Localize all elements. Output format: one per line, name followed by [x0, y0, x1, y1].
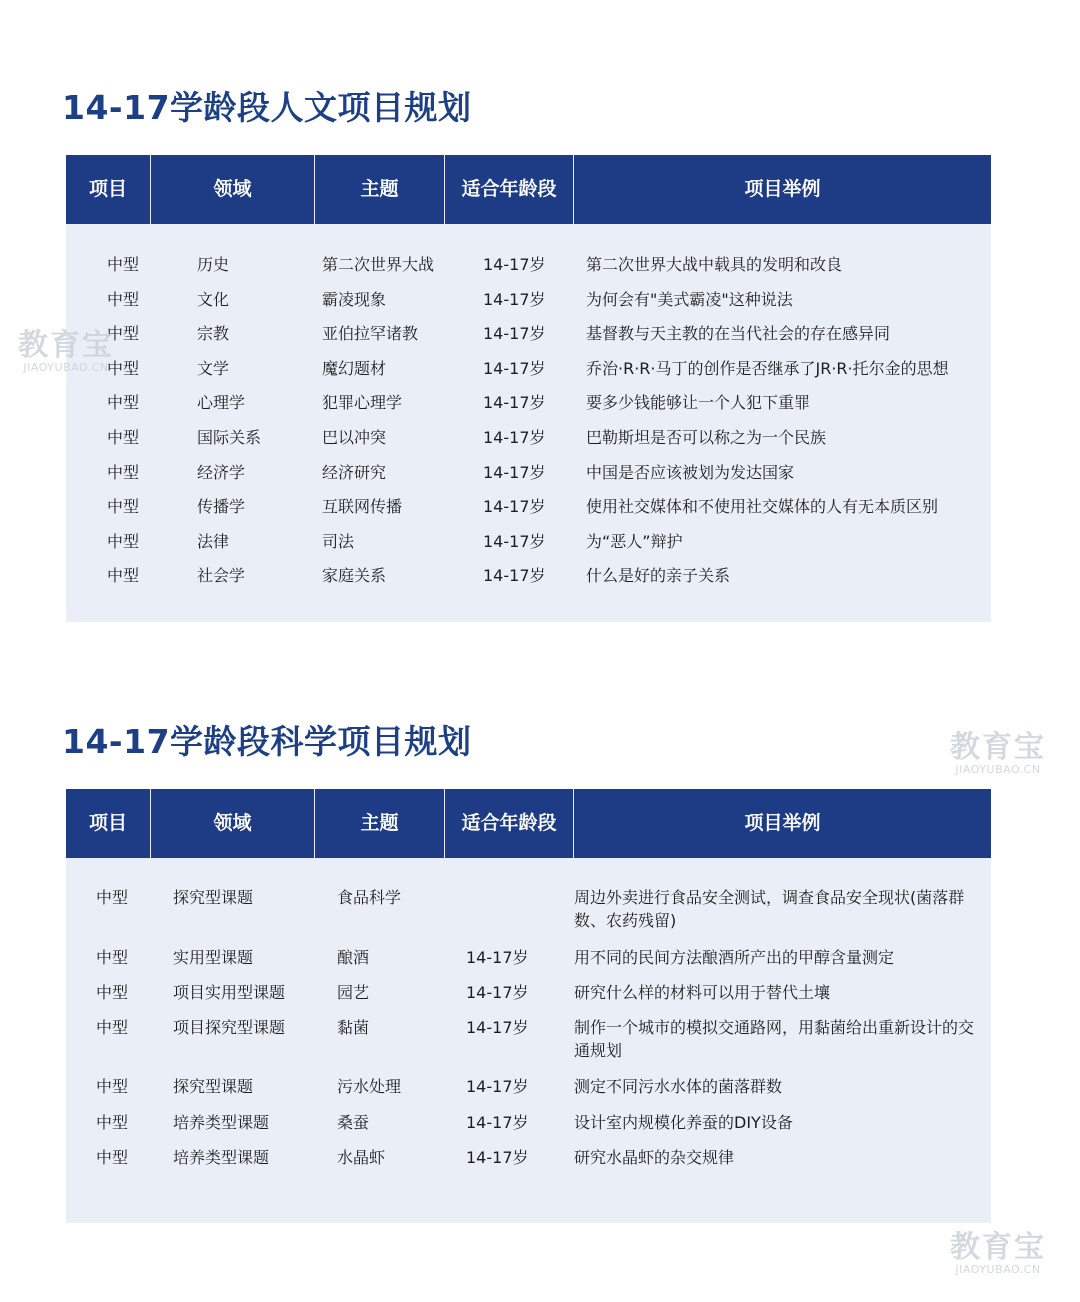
cell-field: 培养类型课题 — [173, 1113, 270, 1132]
cell-project: 中型 — [107, 566, 140, 586]
cell-age: 14-17岁 — [466, 1113, 529, 1132]
cell-project: 中型 — [96, 948, 129, 967]
cell-field: 社会学 — [197, 566, 246, 586]
cell-topic: 家庭关系 — [322, 566, 387, 586]
watermark-name: 教育宝 — [950, 730, 1046, 765]
cell-example: 基督教与天主教的在当代社会的存在感异同 — [586, 324, 891, 344]
cell-project: 中型 — [96, 888, 129, 907]
cell-topic: 水晶虾 — [337, 1148, 386, 1167]
cell-field: 宗教 — [197, 324, 230, 344]
cell-example: 制作一个城市的模拟交通路网，用黏菌给出重新设计的交通规划 — [574, 1018, 975, 1060]
cell-example: 什么是好的亲子关系 — [586, 566, 731, 586]
humanities-table — [66, 155, 991, 622]
cell-topic: 污水处理 — [337, 1077, 402, 1096]
cell-example: 用不同的民间方法酿酒所产出的甲醇含量测定 — [574, 948, 895, 967]
cell-age: 14-17岁 — [466, 1148, 529, 1167]
cell-age: 14-17岁 — [466, 1077, 529, 1096]
cell-example: 巴勒斯坦是否可以称之为一个民族 — [586, 428, 827, 447]
cell-age: 14-17岁 — [483, 531, 546, 551]
cell-project: 中型 — [96, 1113, 129, 1132]
cell-example: 设计室内规模化养蚕的DIY设备 — [574, 1113, 793, 1132]
cell-topic: 经济研究 — [322, 462, 387, 482]
cell-topic: 酿酒 — [337, 948, 370, 967]
cell-example: 测定不同污水水体的菌落群数 — [574, 1077, 783, 1096]
watermark — [950, 732, 1046, 776]
cell-topic: 食品科学 — [337, 888, 402, 907]
watermark-name: 教育宝 — [18, 328, 114, 363]
cell-age: 14-17岁 — [466, 948, 529, 967]
cell-project: 中型 — [96, 1077, 129, 1096]
header-example: 项目举例 — [744, 812, 821, 834]
cell-topic: 园艺 — [337, 983, 370, 1002]
cell-field: 探究型课题 — [173, 888, 254, 907]
header-age: 适合年龄段 — [461, 178, 557, 200]
cell-field: 项目探究型课题 — [173, 1018, 286, 1037]
section-title-science: 14-17学龄段科学项目规划 — [62, 722, 472, 761]
cell-field: 文化 — [197, 289, 230, 309]
cell-project: 中型 — [96, 1148, 129, 1167]
header-example: 项目举例 — [744, 178, 821, 200]
watermark-site: JIAOYUBAO.CN — [23, 361, 109, 374]
cell-topic: 互联网传播 — [322, 497, 403, 517]
cell-age: 14-17岁 — [483, 428, 546, 447]
cell-project: 中型 — [107, 393, 140, 413]
cell-field: 国际关系 — [197, 428, 262, 447]
cell-topic: 黏菌 — [337, 1018, 370, 1037]
cell-example: 第二次世界大战中载具的发明和改良 — [586, 255, 843, 274]
cell-field: 传播学 — [197, 497, 246, 517]
table-header — [66, 789, 991, 858]
header-project: 项目 — [88, 178, 127, 200]
table-header — [66, 155, 991, 224]
header-project: 项目 — [88, 812, 127, 834]
cell-project: 中型 — [107, 358, 140, 378]
section-title-humanities: 14-17学龄段人文项目规划 — [62, 88, 472, 127]
cell-field: 文学 — [197, 358, 230, 378]
watermark-name: 教育宝 — [950, 1230, 1046, 1265]
cell-example: 为“恶人”辩护 — [586, 531, 683, 551]
cell-topic: 第二次世界大战 — [322, 255, 435, 274]
cell-project: 中型 — [107, 289, 140, 309]
cell-age: 14-17岁 — [466, 983, 529, 1002]
cell-example: 为何会有"美式霸凌"这种说法 — [586, 289, 793, 309]
cell-topic: 司法 — [322, 531, 355, 551]
cell-age: 14-17岁 — [483, 497, 546, 517]
watermark-site: JIAOYUBAO.CN — [955, 1263, 1041, 1276]
cell-project: 中型 — [96, 983, 129, 1002]
cell-project: 中型 — [107, 428, 140, 447]
cell-age: 14-17岁 — [483, 324, 546, 344]
cell-topic: 亚伯拉罕诸教 — [322, 324, 419, 344]
cell-topic: 霸凌现象 — [322, 289, 387, 309]
header-age: 适合年龄段 — [461, 812, 557, 834]
cell-age: 14-17岁 — [466, 1018, 529, 1037]
watermark-site: JIAOYUBAO.CN — [955, 763, 1041, 776]
header-field: 领域 — [213, 812, 252, 834]
cell-example: 要多少钱能够让一个人犯下重罪 — [586, 393, 811, 413]
cell-field: 项目实用型课题 — [173, 983, 286, 1002]
cell-field: 历史 — [197, 255, 230, 274]
cell-project: 中型 — [107, 497, 140, 517]
cell-age: 14-17岁 — [483, 358, 546, 378]
cell-age: 14-17岁 — [483, 566, 546, 586]
cell-age: 14-17岁 — [483, 462, 546, 482]
cell-project: 中型 — [107, 255, 140, 274]
cell-field: 法律 — [197, 531, 230, 551]
cell-field: 心理学 — [197, 393, 246, 413]
cell-example: 使用社交媒体和不使用社交媒体的人有无本质区别 — [586, 497, 939, 517]
cell-age: 14-17岁 — [483, 255, 546, 274]
header-field: 领域 — [213, 178, 252, 200]
cell-example: 乔治·R·R·马丁的创作是否继承了JR·R·托尔金的思想 — [586, 358, 949, 378]
cell-example: 中国是否应该被划为发达国家 — [586, 462, 795, 482]
cell-age: 14-17岁 — [483, 393, 546, 413]
cell-age: 14-17岁 — [483, 289, 546, 309]
cell-topic: 魔幻题材 — [322, 358, 387, 378]
cell-field: 实用型课题 — [173, 948, 254, 967]
cell-project: 中型 — [96, 1018, 129, 1037]
header-topic: 主题 — [360, 812, 399, 834]
header-topic: 主题 — [360, 178, 399, 200]
cell-project: 中型 — [107, 462, 140, 482]
cell-topic: 巴以冲突 — [322, 428, 387, 447]
cell-topic: 桑蚕 — [337, 1113, 370, 1132]
watermark — [18, 330, 114, 374]
cell-field: 培养类型课题 — [173, 1148, 270, 1167]
cell-project: 中型 — [107, 324, 140, 344]
cell-example: 研究水晶虾的杂交规律 — [574, 1148, 735, 1167]
watermark — [950, 1232, 1046, 1276]
cell-example: 研究什么样的材料可以用于替代土壤 — [574, 983, 831, 1002]
cell-example: 周边外卖进行食品安全测试，调查食品安全现状(菌落群数、农药残留) — [574, 888, 965, 930]
cell-topic: 犯罪心理学 — [322, 393, 403, 413]
cell-field: 探究型课题 — [173, 1077, 254, 1096]
cell-project: 中型 — [107, 531, 140, 551]
science-table — [66, 789, 991, 1223]
cell-field: 经济学 — [197, 462, 246, 482]
